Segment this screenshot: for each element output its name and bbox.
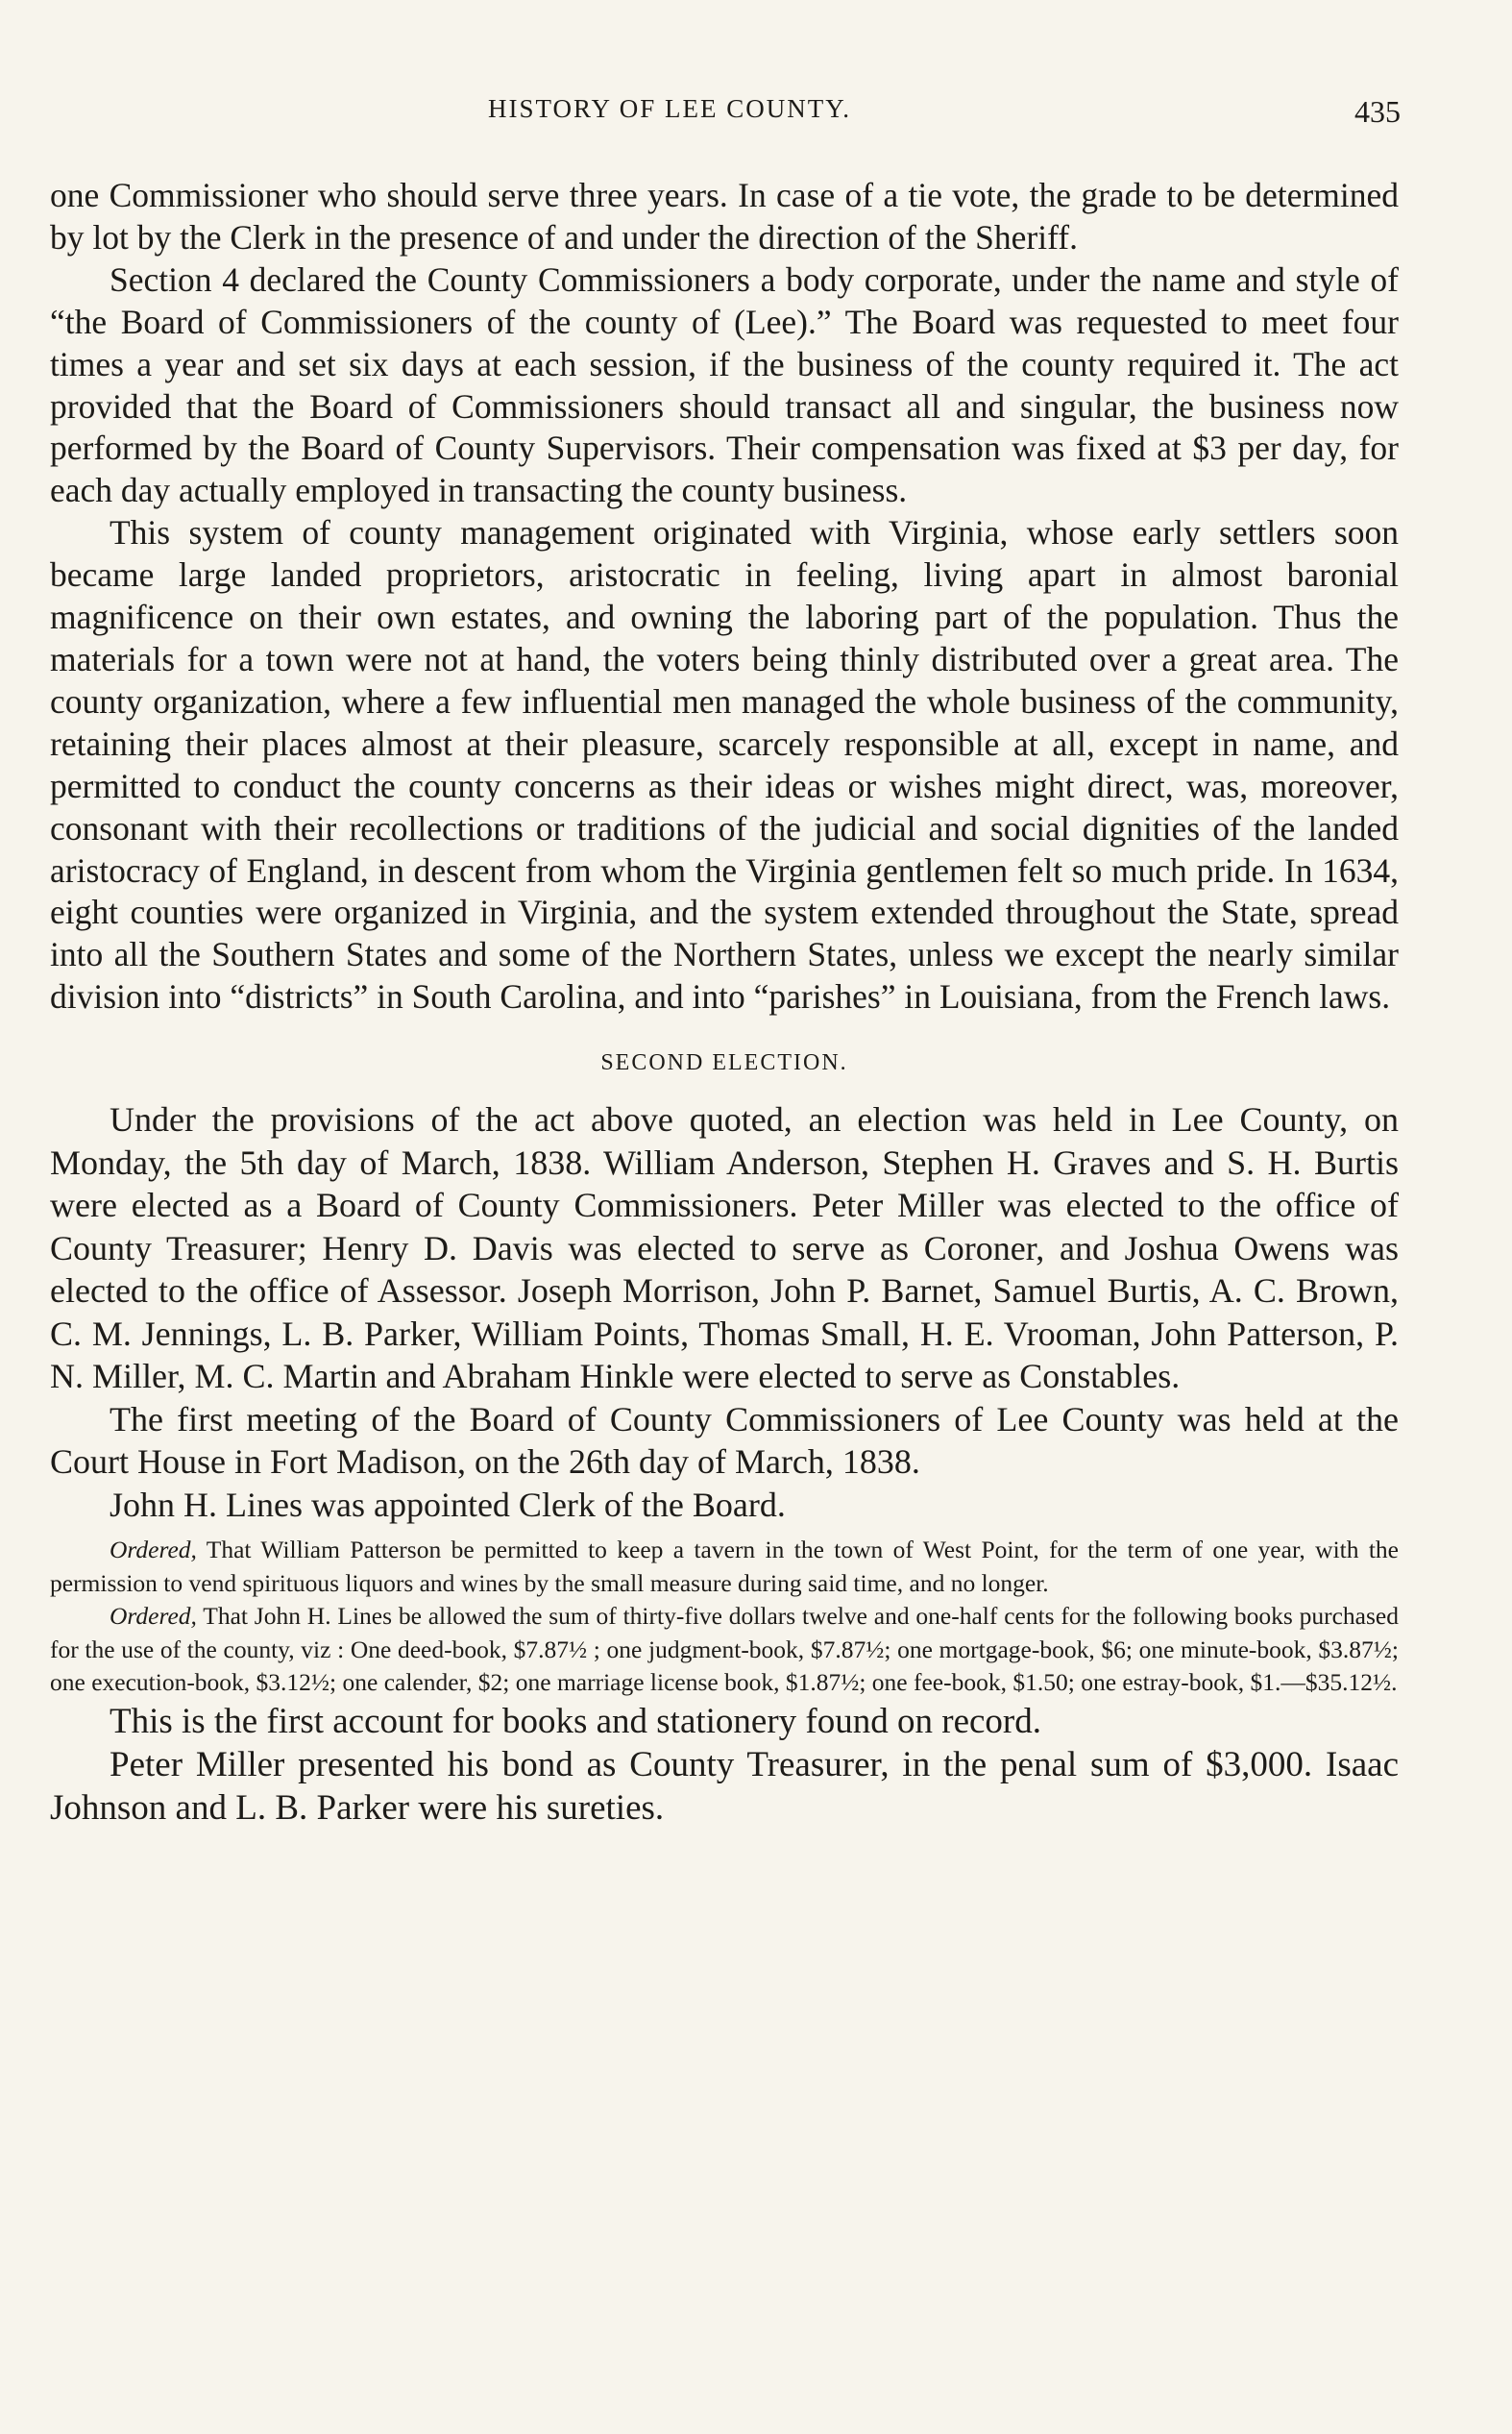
order-books — [50, 1600, 1399, 1700]
section-heading: SECOND ELECTION. — [600, 1050, 848, 1076]
order-text: That John H. Lines be allowed the sum of thirty-five dollars twelve and one-half cents for the following books purchased for the use of the county, viz : One deed-book, $7.87½ ; one judgment-book, $7.87½; one mortgage-book, $6; one minute-book, $3.87½; one execution-book, $3.12½; one calender, $2; one marriage license book, $1.87½; one fee-book, $1.50; one estray-book, $1.—$35.12½. — [50, 1602, 1399, 1697]
paragraph-virginia-system: This system of county management originated with Virginia, whose early settlers soon became large landed proprietors, aristocratic in feeling, living apart in almost baronial magnificence on their own estates, and owning the laboring part of the population. Thus the materials for a town were not at hand, the voters being thinly distributed over a great area. The county organization, where a few influential men managed the whole business of the community, retaining their places almost at their pleasure, scarcely responsible at all, except in name, and permitted to conduct the county concerns as their ideas or wishes might direct, was, moreover, consonant with their recollections or traditions of the judicial and social dignities of the landed aristocracy of England, in descent from whom the Virginia gentlemen felt so much pride. In 1634, eight counties were organized in Virginia, and the system extended throughout the State, spread into all the Southern States and some of the Northern States, unless we except the nearly similar division into “districts” in South Carolina, and into “parishes” in Louisiana, from the French laws. — [50, 513, 1399, 1017]
paragraph-section-4: Section 4 declared the County Commissioners a body corporate, under the name and style of “the Board of Commissioners of the county of (Lee).” The Board was requested to meet four times a year and set six days at each session, if the business of the county required it. The act provided that the Board of Commissioners should transact all and singular, the business now performed by the Board of County Supervisors. Their compensation was fixed at $3 per day, for each day actually employed in transacting the county business. — [50, 259, 1399, 510]
running-head — [488, 94, 1401, 133]
paragraph-first-meeting: The first meeting of the Board of County Commissioners of Lee County was held at the Court House in Fort Madison, on the 26th day of March, 1838. — [50, 1399, 1399, 1482]
paragraph-first-account: This is the first account for books and stationery found on record. — [110, 1701, 1041, 1741]
page-body — [50, 175, 1399, 1830]
order-lead: Ordered, — [110, 1602, 197, 1631]
paragraph-election: Under the provisions of the act above quoted, an election was held in Lee County, on Monday, the 5th day of March, 1838. William Anderson, Stephen H. Graves and S. H. Burtis were elected as a Board of County Commissioners. Peter Miller was elected to the office of County Treasurer; Henry D. Davis was elected to serve as Coroner, and Joshua Owens was elected to the office of Assessor. Joseph Morrison, John P. Barnet, Samuel Burtis, A. C. Brown, C. M. Jennings, L. B. Parker, William Points, Thomas Small, H. E. Vrooman, John Patterson, P. N. Miller, M. C. Martin and Abraham Hinkle were elected to serve as Constables. — [50, 1100, 1399, 1396]
page-number: 435 — [1354, 94, 1401, 129]
order-text: That William Patterson be permitted to keep a tavern in the town of West Point, for the term of one year, with the permission to vend spirituous liquors and wines by the small measure during said time, and no longer. — [50, 1536, 1399, 1597]
order-tavern — [50, 1534, 1399, 1600]
order-lead: Ordered, — [110, 1536, 197, 1564]
paragraph-continued: one Commissioner who should serve three years. In case of a tie vote, the grade to be determined by lot by the Clerk in the presence of and under the direction of the Sheriff. — [50, 176, 1399, 257]
paragraph-treasurer-bond: Peter Miller presented his bond as County Treasurer, in the penal sum of $3,000. Isaac Johnson and L. B. Parker were his sureties. — [50, 1744, 1399, 1828]
running-head-title: HISTORY OF LEE COUNTY. — [488, 94, 852, 123]
paragraph-clerk: John H. Lines was appointed Clerk of the Board. — [110, 1485, 786, 1524]
